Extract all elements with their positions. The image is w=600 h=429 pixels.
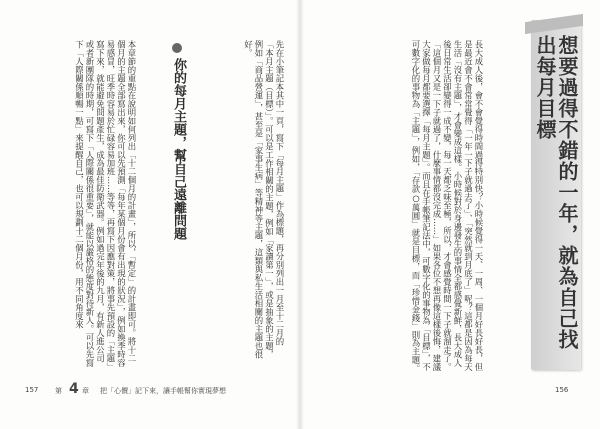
page-gutter [296, 0, 304, 429]
chapter-suffix: 章 [82, 387, 89, 395]
chapter-title: 想要過得不錯的一年，就為自己找出每月目標 [533, 35, 579, 350]
chapter-number: 4 [69, 381, 79, 397]
running-title: 把「心價」記下來，讓手帳幫你實現夢想 [100, 387, 226, 395]
left-body-text-1: 先在小筆記本其中一頁，寫下「每月主題」作為標題，再分別列出一月至十二月的「本月主題（目標）」。可以是工作相關的主題，例如「家讀第一」，或是抽象的主題，例如「商品營運」，甚至是「家事生病」等精神等主題，這類與私生活相關的主題也很好。 [243, 40, 285, 359]
left-body-text-2: 本章節的重點在說明如何列出「十二個月的計畫」，所以，「暫定」的計畫即可。將十二個月的主題全部寫出來，你可以先預測「每年某個月份會有出現的狀況」，例如換季時容易感冒，旺季時容易於忙碌容易加班……等等，再寫下因應對策，將事先預設的「主題」寫下來，就能避免問題產生，成為最佳防衛武器。例如過完年後的九月，有新人進公司或者新團隊的時期，可寫下「人際關係很重要」，就能以嚴格的態度對待新人。可以先寫下「人際關係順暢一點」來提醒自己，也可以規劃十二個月份，用不同角度來 [74, 40, 137, 367]
page-number-right: 156 [555, 386, 569, 394]
right-body-text: 長大成人後，會不會覺得時間過得特別快？小時候覺得一天、一周、一個月好長好長，但是最近會不會常常覺得「一年一下子就過去了」、「突然就到月底了」呢？這都是因為每天生活「沒有主題」，才會變成這樣。小時候對於身邊發生的事情全都感覺新鮮，長大成人後日常生活卻變得一成不變，每一天都乏味至極，所以，才會感覺時間一下子就溜走了。「這個月又是一下子就過了，什麼事情都沒完成……」如果各位不想再像這樣後悔，建議大家做每月都要選擇「每月主題」。而且在手帳筆記法中，可數字化的事物為「目標」，不可數字化的事物為「主題」，例如，「存款○萬圓」就是目標，而「珍惜金錢」則為主題。 [411, 40, 484, 373]
section-heading: 你的每月主題，幫自己遠離問題 [171, 58, 186, 240]
chapter-label: 第 [55, 387, 62, 395]
section-bullet-icon [172, 43, 182, 53]
page-number-left: 157 [25, 386, 39, 394]
